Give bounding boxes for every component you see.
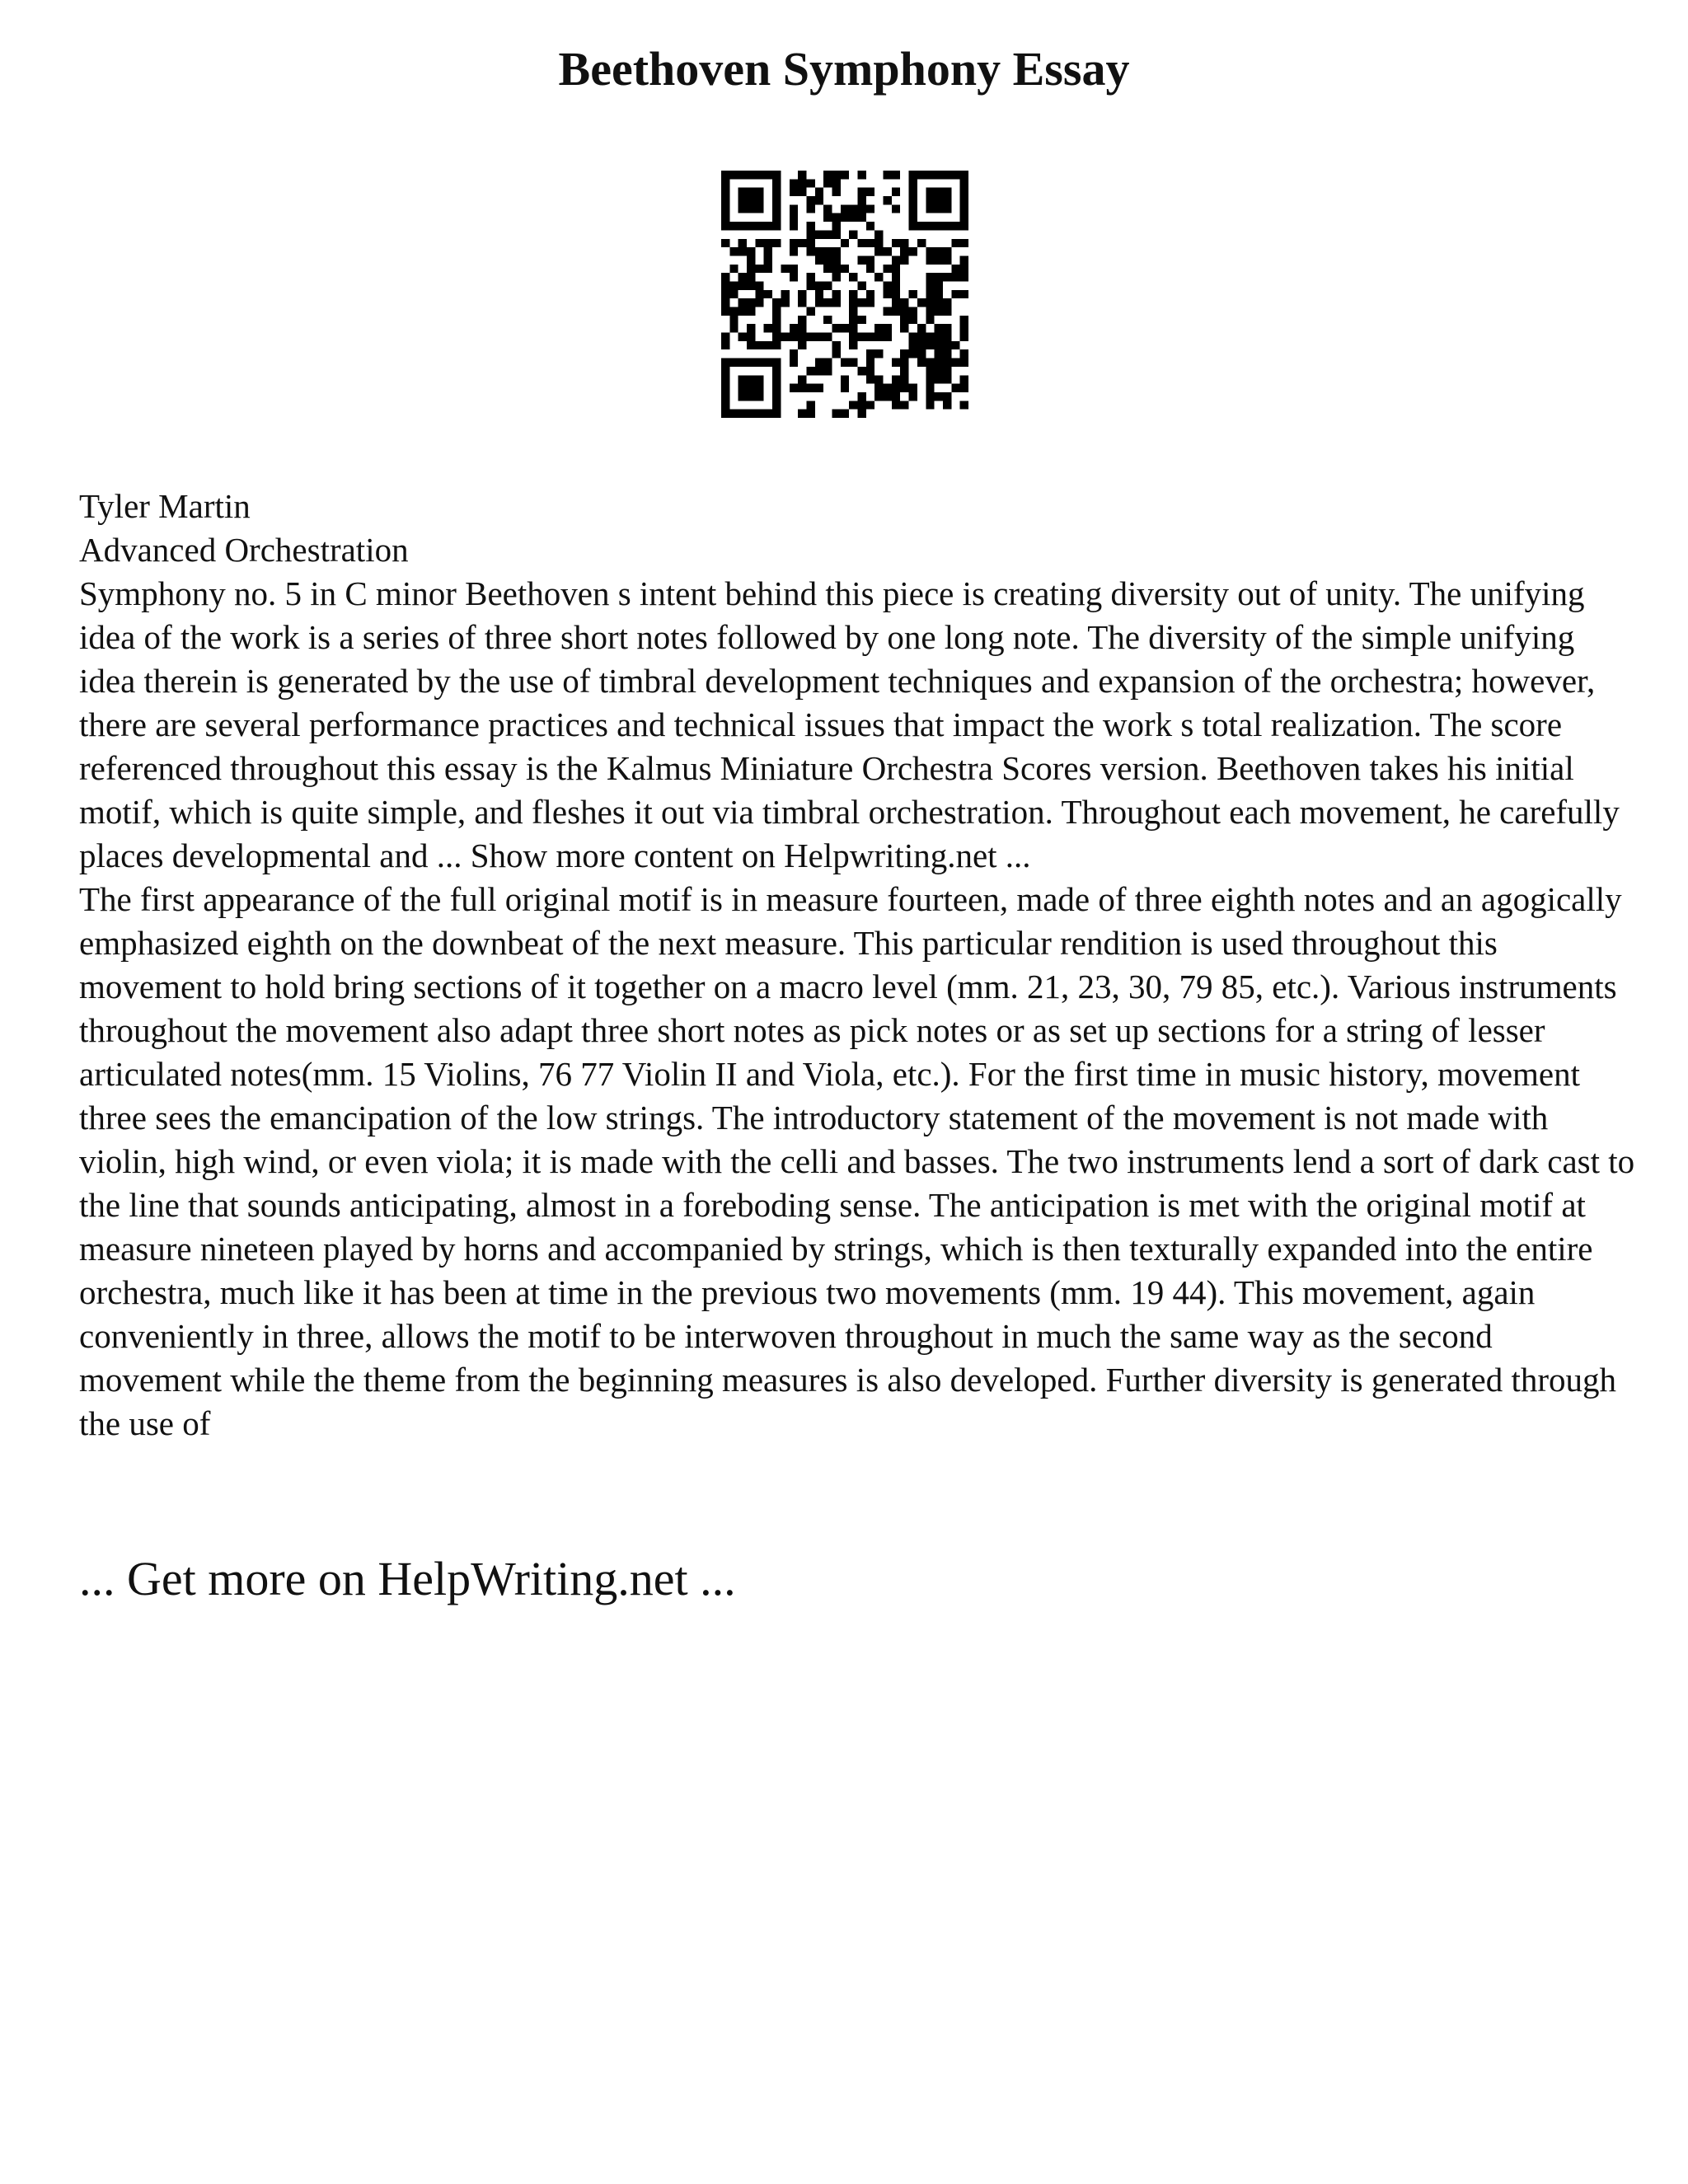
essay-paragraph-1: Symphony no. 5 in C minor Beethoven s intent behind this piece is creating diversity out of unity. The unifying idea of the work is a series of three short notes followed by one long note. The diversity of the simple unifying idea therein is generated by the use of timbral development techniques and expansion of the orchestra; however, there are several performance practices and technical issues that impact the work s total realization. The score referenced throughout this essay is the Kalmus Miniature Orchestra Scores version. Beethoven takes his initial motif, which is quite simple, and fleshes it out via timbral orchestration. Throughout each movement, he carefully places developmental and ... Show more content on Helpwriting.net ... — [79, 574, 1620, 874]
page-title: Beethoven Symphony Essay — [558, 42, 1130, 96]
essay-body — [79, 485, 1637, 1446]
qr-code-icon — [721, 171, 968, 418]
get-more-link[interactable]: ... Get more on HelpWriting.net ... — [79, 1552, 736, 1605]
course-name: Advanced Orchestration — [79, 531, 409, 569]
author-name: Tyler Martin — [79, 487, 251, 525]
essay-paragraph-2: The first appearance of the full original motif is in measure fourteen, made of three eighth notes and an agogically emphasized eighth on the downbeat of the next measure. This particular rendition is used throughout this movement to hold bring sections of it together on a macro level (mm. 21, 23, 30, 79 85, etc.). Various instruments throughout the movement also adapt three short notes as pick notes or as set up sections for a string of lesser articulated notes(mm. 15 Violins, 76 77 Violin II and Viola, etc.). For the first time in music history, movement three sees the emancipation of the low strings. The introductory statement of the movement is not made with violin, high wind, or even viola; it is made with the celli and basses. The two instruments lend a sort of dark cast to the line that sounds anticipating, almost in a foreboding sense. The anticipation is met with the original motif at measure nineteen played by horns and accompanied by strings, which is then texturally expanded into the entire orchestra, much like it has been at time in the previous two movements (mm. 19 44). This movement, again conveniently in three, allows the motif to be interwoven throughout in much the same way as the second movement while the theme from the beginning measures is also developed. Further diversity is generated through the use of — [79, 880, 1635, 1442]
